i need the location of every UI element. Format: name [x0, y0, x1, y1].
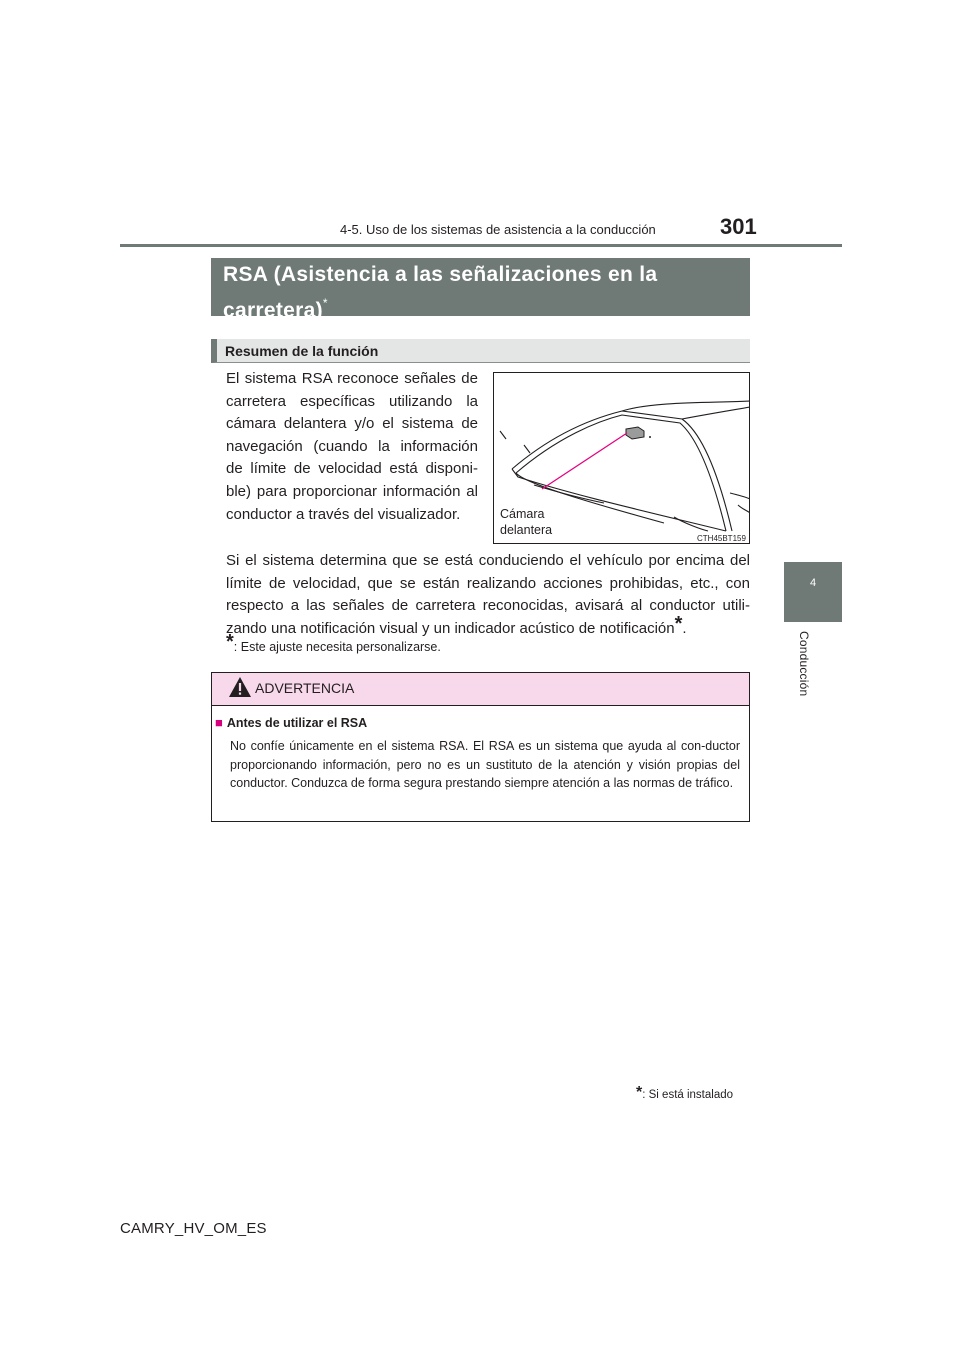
- figure-code: CTH45BT159: [697, 534, 746, 543]
- note-text: : Si está instalado: [642, 1089, 734, 1101]
- body-text: Si el sistema determina que se está conduciendo el vehículo por encima del límite de velocidad, que se están realizando acciones prohibidas, etc., con respecto a las señales de carretera reconocidas, avisará al conductor utili-zando una notificación visual y un indicador acústico de notificación: [226, 552, 750, 637]
- note-marker: *: [636, 1084, 643, 1101]
- bullet-square-icon: ■: [215, 715, 223, 730]
- chapter-label: Conducción: [797, 631, 811, 697]
- page-number: 301: [720, 214, 757, 239]
- body-paragraph: [226, 550, 750, 640]
- warning-item-title-text: Antes de utilizar el RSA: [226, 716, 368, 730]
- page-title: [211, 258, 750, 322]
- chapter-tab: [784, 562, 842, 622]
- header-rule: [120, 244, 842, 247]
- warning-text: No confíe únicamente en el sistema RSA. El RSA es un sistema que ayuda al con-ductor proporcionando información, pero no es un sustituto de la atención y visión propias del conductor. Conduzca de forma segura prestando siempre atención a las normas de tráfico.: [230, 739, 740, 791]
- body-end: .: [682, 619, 687, 637]
- footnote-text: : Este ajuste necesita personalizarse.: [233, 640, 441, 654]
- intro-paragraph: El sistema RSA reconoce señales de carretera específicas utilizando la cámara delantera y/o el sistema de navegación (cuando la información de límite de velocidad está disponi-ble) para proporcionar información al conductor a través del visualizador.: [226, 370, 478, 523]
- body-marker: *: [674, 612, 683, 635]
- figure-callout: [500, 506, 552, 538]
- subtitle: Resumen de la función: [211, 339, 750, 363]
- callout-line-2: delantera: [500, 523, 553, 537]
- title-text: RSA (Asistencia a las señalizaciones en la carretera): [223, 263, 658, 322]
- warning-icon: [228, 676, 252, 698]
- footnote-marker: *: [226, 631, 234, 653]
- chapter-number: 4: [809, 577, 817, 589]
- installation-note: [636, 1084, 734, 1101]
- document-code: CAMRY_HV_OM_ES: [120, 1220, 267, 1237]
- warning-title: ADVERTENCIA: [255, 680, 355, 696]
- footnote: [226, 631, 441, 654]
- title-marker: *: [322, 296, 328, 310]
- section-header: 4-5. Uso de los sistemas de asistencia a la conducción: [340, 222, 656, 237]
- callout-line-1: Cámara: [500, 507, 545, 521]
- warning-item-title: [215, 715, 367, 730]
